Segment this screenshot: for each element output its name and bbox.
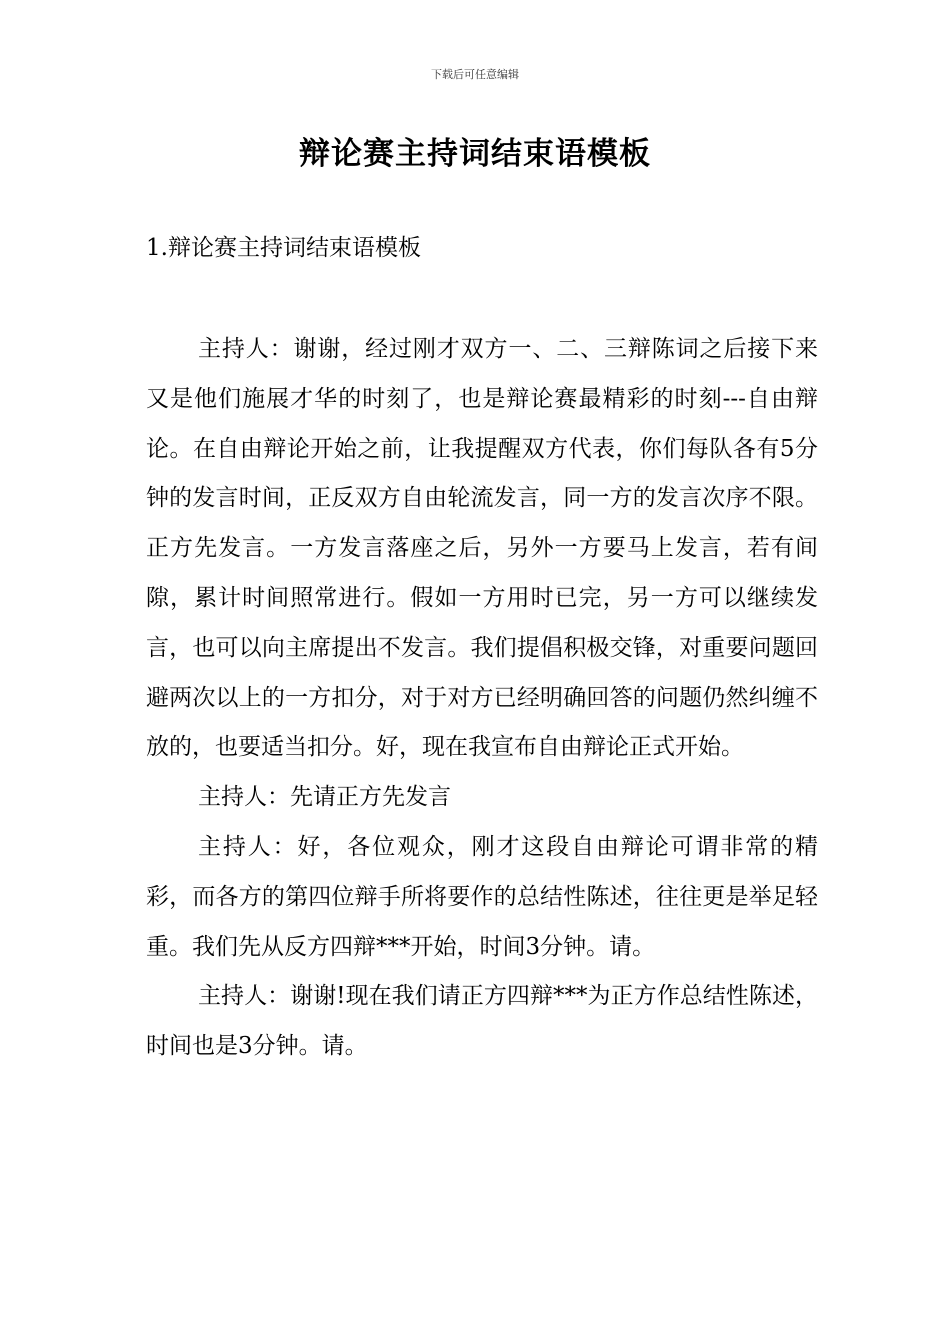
- header-note: 下载后可任意编辑: [431, 68, 519, 81]
- document-title: 辩论赛主持词结束语模板: [299, 136, 651, 172]
- paragraph-negative-summary: 主持人：好，各位观众，刚才这段自由辩论可谓非常的精彩，而各方的第四位辩手所将要作的总结性陈述，往往更是举足轻重。我们先从反方四辩***开始，时间3分钟。请。: [146, 833, 818, 960]
- document-body: [146, 325, 818, 1072]
- paragraph-affirmative-summary: 主持人：谢谢!现在我们请正方四辩***为正方作总结性陈述，时间也是3分钟。请。: [146, 983, 818, 1060]
- paragraph-free-debate-rules: 主持人：谢谢，经过刚才双方一、二、三辩陈词之后接下来又是他们施展才华的时刻了，也是辩论赛最精彩的时刻---自由辩论。在自由辩论开始之前，让我提醒双方代表，你们每队各有5分钟的发言时间，正反双方自由轮流发言，同一方的发言次序不限。正方先发言。一方发言落座之后，另外一方要马上发言，若有间隙，累计时间照常进行。假如一方用时已完，另一方可以继续发言，也可以向主席提出不发言。我们提倡积极交锋，对重要问题回避两次以上的一方扣分，对于对方已经明确回答的问题仍然纠缠不放的，也要适当扣分。好，现在我宣布自由辩论正式开始。: [146, 336, 818, 761]
- section-heading: 1.辩论赛主持词结束语模板: [146, 235, 421, 261]
- paragraph-affirmative-first: 主持人：先请正方先发言: [198, 784, 451, 811]
